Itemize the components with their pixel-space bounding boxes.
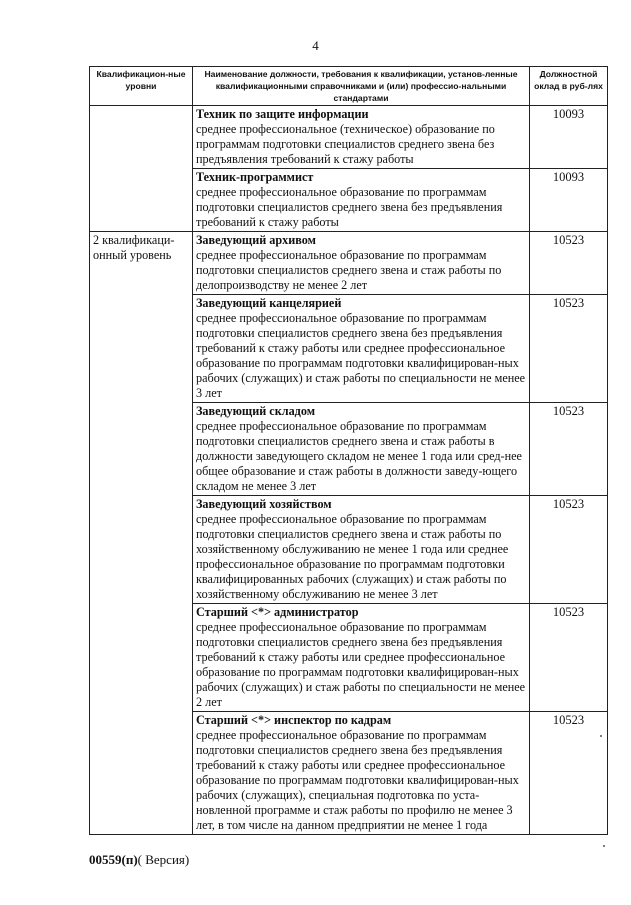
position-cell [193, 604, 530, 712]
position-requirements: среднее профессиональное образование по программам подготовки специалистов среднего звена без предъявления требований к стажу работы [196, 185, 503, 229]
position-requirements: среднее профессиональное образование по программам подготовки специалистов среднего звена и стаж работы по хозяйственному обслуживанию не менее 1 года или среднее профессиональное образование по программам подготовки квалифицированных рабочих (служащих) и стаж работы по хозяйственному обслуживанию не менее 3 лет [196, 512, 509, 601]
version-label: ( Версия) [137, 852, 190, 867]
position-cell [193, 712, 530, 835]
position-title: Техник-программист [196, 170, 314, 184]
position-requirements: среднее профессиональное образование по программам подготовки специалистов среднего звена и стаж работы по делопроизводству не менее 2 лет [196, 248, 502, 292]
position-requirements: среднее профессиональное образование по программам подготовки специалистов среднего звена без предъявления требований к стажу работы или среднее профессиональное образование по программам подготовки квалифицирован-ных рабочих (служащих) и стаж работы по специальности не менее 2 лет [196, 620, 526, 709]
salary-cell: 10523 [530, 295, 608, 403]
level-cell: 2 квалификаци-онный уровень [90, 232, 193, 835]
position-requirements: среднее профессиональное образование по программам подготовки специалистов среднего звена и стаж работы в должности заведующего складом не менее 1 года или сред-нее общее образование и стаж работы в должности заведу-ющего складом не менее 3 лет [196, 419, 522, 493]
position-title: Заведующий архивом [196, 233, 316, 247]
document-footer [89, 852, 189, 868]
salary-cell: 10523 [530, 496, 608, 604]
header-position-requirements: Наименование должности, требования к квалификации, установ-ленные квалификационными справочниками и (или) профессио-нальными стандартами [193, 67, 530, 106]
header-salary: Должностной оклад в руб-лях [530, 67, 608, 106]
position-cell [193, 169, 530, 232]
position-title: Заведующий складом [196, 404, 316, 418]
salary-cell: 10523 [530, 232, 608, 295]
position-cell [193, 496, 530, 604]
position-title: Заведующий хозяйством [196, 497, 332, 511]
table-header-row [90, 67, 608, 106]
qualification-table [89, 66, 608, 835]
position-cell [193, 403, 530, 496]
document-code: 00559(п) [89, 852, 138, 867]
scan-speck [600, 735, 602, 737]
salary-cell: 10523 [530, 604, 608, 712]
position-title: Старший <*> инспектор по кадрам [196, 713, 392, 727]
level-cell [90, 106, 193, 169]
salary-cell: 10523 [530, 403, 608, 496]
position-requirements: среднее профессиональное (техническое) образование по программам подготовки специалистов среднего звена без предъявления требований к стажу работы [196, 122, 495, 166]
level-cell [90, 169, 193, 232]
position-requirements: среднее профессиональное образование по программам подготовки специалистов среднего звена без предъявления требований к стажу работы или среднее профессиональное образование по программам подготовки квалифицирован-ных рабочих (служащих) и стаж работы по специальности не менее 3 лет [196, 311, 526, 400]
position-title: Техник по защите информации [196, 107, 369, 121]
salary-cell: 10093 [530, 106, 608, 169]
position-title: Старший <*> администратор [196, 605, 359, 619]
position-title: Заведующий канцелярией [196, 296, 342, 310]
table-row [90, 169, 608, 232]
page-number: 4 [312, 38, 319, 53]
salary-cell: 10093 [530, 169, 608, 232]
position-cell [193, 232, 530, 295]
position-cell [193, 295, 530, 403]
table-row [90, 232, 608, 295]
salary-cell: 10523 [530, 712, 608, 835]
position-cell [193, 106, 530, 169]
header-qualification-levels: Квалификацион-ные уровни [90, 67, 193, 106]
table-row [90, 106, 608, 169]
position-requirements: среднее профессиональное образование по программам подготовки специалистов среднего звена без предъявления требований к стажу работы или среднее профессиональное образование по программам подготовки квалифицирован-ных рабочих (служащих), специальная подготовка по уста-новленной программе и стаж работы по профилю не менее 3 лет, в том числе на данном предприятии не менее 1 года [196, 728, 519, 832]
scan-speck [603, 845, 605, 847]
